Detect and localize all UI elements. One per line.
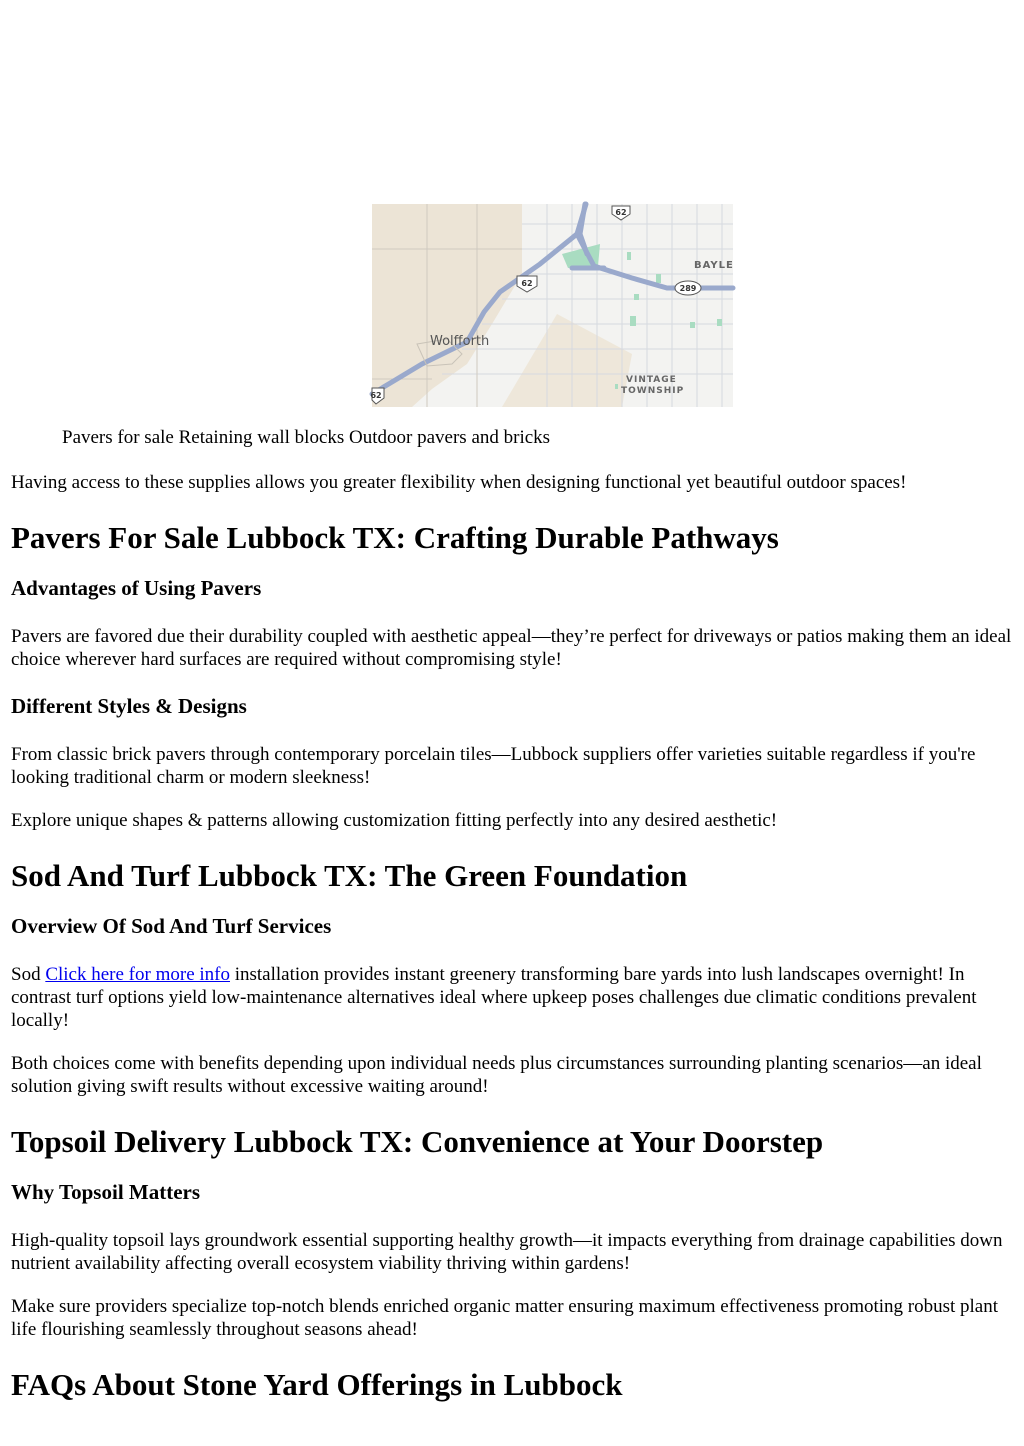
paragraph-topsoil-providers: Make sure providers specialize top-notch blends enriched organic matter ensuring maximum effectiveness promoting robust plant life flourishing seamlessly throughout seasons ahead! xyxy=(11,1296,999,1340)
subheading-why-topsoil: Why Topsoil Matters xyxy=(11,1180,201,1204)
svg-text:289: 289 xyxy=(679,284,697,293)
svg-text:62: 62 xyxy=(521,279,533,288)
subheading-styles-designs: Different Styles & Designs xyxy=(11,694,247,718)
intro-paragraph: Having access to these supplies allows you greater flexibility when designing functional yet beautiful outdoor spaces! xyxy=(11,472,907,493)
map-label-wolfforth: Wolfforth xyxy=(430,334,490,349)
map-label-bayle: BAYLE xyxy=(694,260,734,271)
section-heading-pavers: Pavers For Sale Lubbock TX: Crafting Durable Pathways xyxy=(11,520,779,555)
map-caption: Pavers for sale Retaining wall blocks Outdoor pavers and bricks xyxy=(62,427,551,448)
paragraph-paver-advantages: Pavers are favored due their durability coupled with aesthetic appeal—they’re perfect for driveways or patios making them an ideal choice wherever hard surfaces are required without compromising style! xyxy=(11,626,1012,670)
paragraph-topsoil-quality: High-quality topsoil lays groundwork essential supporting healthy growth—it impacts everything from drainage capabilities down nutrient availability affecting overall ecosystem viability thriving within gardens! xyxy=(11,1230,1003,1274)
paragraph-paver-shapes: Explore unique shapes & patterns allowing customization fitting perfectly into any desired aesthetic! xyxy=(11,810,778,831)
area-map[interactable] xyxy=(372,204,733,407)
article-body xyxy=(11,471,1013,1403)
section-heading-topsoil: Topsoil Delivery Lubbock TX: Convenience at Your Doorstep xyxy=(11,1124,824,1159)
more-info-link[interactable]: Click here for more info xyxy=(45,964,230,985)
svg-text:62: 62 xyxy=(615,208,627,217)
paragraph-paver-styles: From classic brick pavers through contemporary porcelain tiles—Lubbock suppliers offer varieties suitable regardless if you're looking traditional charm or modern sleekness! xyxy=(11,744,976,788)
text-sod-continued: installation provides instant greenery transforming bare yards into lush landscapes overnight! In contrast turf options yield low-maintenance alternatives ideal where upkeep poses challenges due climatic conditions prevalent locally! xyxy=(11,964,977,1031)
us62-shield-top xyxy=(612,206,630,220)
sh289-shield xyxy=(675,281,701,295)
subheading-sod-turf-overview: Overview Of Sod And Turf Services xyxy=(11,914,332,938)
text-sod: Sod xyxy=(11,964,46,985)
section-heading-faqs: FAQs About Stone Yard Offerings in Lubbock xyxy=(11,1367,623,1402)
us62-shield-mid xyxy=(517,276,537,292)
subheading-advantages-of-pavers: Advantages of Using Pavers xyxy=(11,576,262,600)
map-graphic xyxy=(372,204,733,407)
map-label-township: TOWNSHIP xyxy=(621,386,685,396)
map-label-vintage: VINTAGE xyxy=(626,375,677,385)
paragraph-sod-turf-overview xyxy=(11,963,1013,1032)
svg-text:62: 62 xyxy=(370,391,382,400)
section-heading-sod-turf: Sod And Turf Lubbock TX: The Green Foundation xyxy=(11,858,688,893)
paragraph-sod-turf-benefits: Both choices come with benefits depending upon individual needs plus circumstances surrounding planting scenarios—an ideal solution giving swift results without excessive waiting around! xyxy=(11,1053,982,1097)
